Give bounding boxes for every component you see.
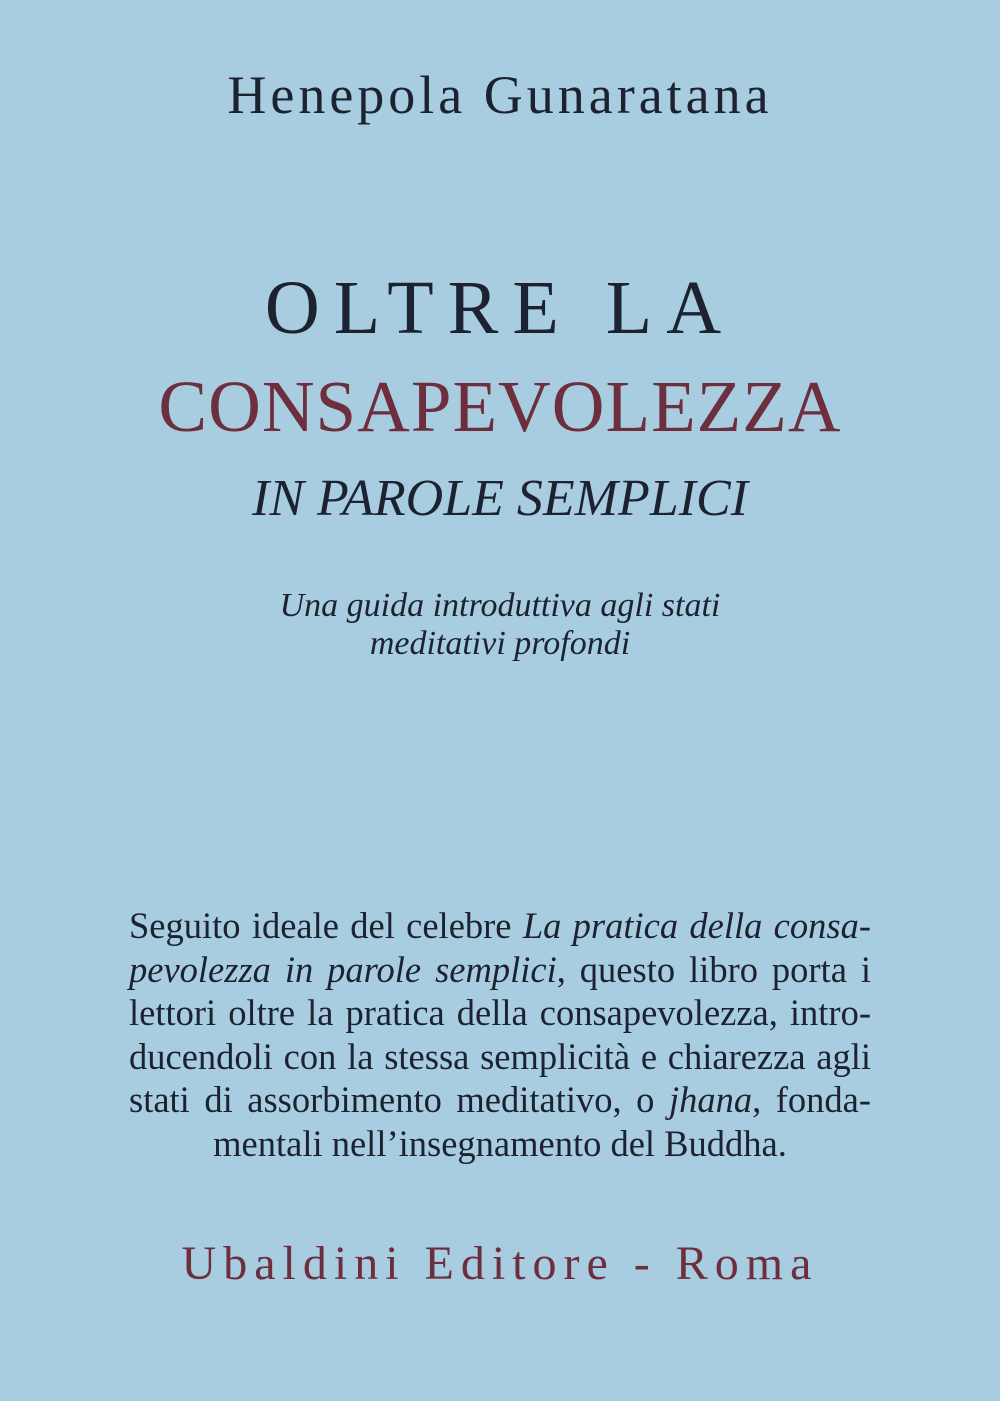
subtitle-line-2: meditativi profondi	[369, 625, 631, 662]
blurb-segment-italic: pevolezza in parole semplici	[129, 948, 557, 990]
blurb-segment-italic: jhana	[668, 1079, 753, 1120]
subtitle	[0, 587, 1000, 663]
blurb-segment: , questo libro porta i	[556, 948, 871, 990]
blurb-segment: lettori oltre la pratica della consapevolezza, intro-	[129, 992, 871, 1033]
title-line-3: IN PAROLE SEMPLICI	[252, 470, 748, 527]
publisher-imprint: Ubaldini Editore - Roma	[181, 1237, 819, 1290]
blurb-line	[129, 948, 871, 992]
blurb-line	[129, 1078, 871, 1122]
blurb-line	[129, 1122, 871, 1166]
blurb-segment: ducendoli con la stessa semplicità e chiarezza agli	[129, 1035, 871, 1077]
blurb-segment: Seguito ideale del celebre	[129, 905, 523, 946]
subtitle-line-1: Una guida introduttiva agli stati	[279, 587, 721, 624]
title-line-2: CONSAPEVOLEZZA	[158, 366, 842, 447]
blurb-line	[129, 1035, 871, 1079]
blurb-segment-italic: La pratica della consa-	[522, 905, 871, 946]
blurb	[129, 904, 871, 1165]
blurb-line	[129, 904, 871, 948]
blurb-segment: , fonda-	[752, 1079, 871, 1120]
author-name: Henepola Gunaratana	[227, 65, 773, 125]
blurb-line	[129, 991, 871, 1035]
title-line-1: OLTRE LA	[264, 266, 736, 350]
blurb-segment: stati di assorbimento meditativo, o	[129, 1079, 669, 1120]
blurb-segment: mentali nell’insegnamento del Buddha.	[213, 1122, 787, 1164]
